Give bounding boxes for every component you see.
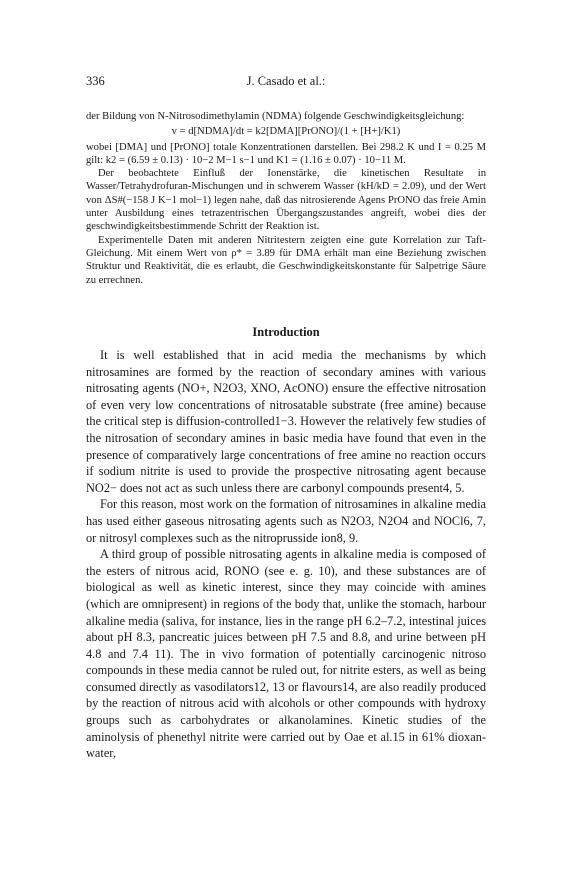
section-heading: Introduction (252, 325, 320, 339)
intro-paragraph-2: For this reason, most work on the formation of nitrosamines in alkaline media has used either gaseous nitrosating agents such as N2O3, N2O4 and NOCl6, 7, or nitrosyl complexes such as the nitroprusside ion8, 9. (86, 497, 486, 545)
german-abstract (86, 110, 486, 287)
running-head: J. Casado et al.: (246, 74, 326, 88)
abstract-paragraph-2: Der beobachtete Einfluß der Ionenstärke, die kinetischen Resultate in Wasser/Tetrahydrofuran-Mischungen und in schwerem Wasser (kH/kD = 2.09), und der Wert von ΔS#(−158 J K−1 mol−1) legen nahe, daß das nitrosierende Agens PrONO das freie Amin unter Ausbildung eines tetrazentrischen Übergangszustandes angreift, wobei dies der geschwindigkeitsbestimmende Schritt der Reaktion ist. (86, 168, 486, 233)
intro-paragraph-1: It is well established that in acid media the mechanisms by which nitrosamines are formed by the reaction of secondary amines with various nitrosating agents (NO+, N2O3, XNO, AcONO) ensure the effective nitrosation of even very low concentrations of nitrosatable substrate (free amine) because the critical step is diffusion-controlled1−3. However the relatively few studies of the nitrosation of secondary amines in basic media have found that even in the presence of comparatively large concentrations of free amine no reaction occurs if sodium nitrite is used to provide the prospective nitrosating agent because NO2− does not act as such unless there are carbonyl compounds present4, 5. (86, 348, 486, 495)
introduction-body (86, 347, 486, 762)
abstract-paragraph-1a: der Bildung von N-Nitrosodimethylamin (NDMA) folgende Geschwindigkeitsgleichung: (86, 111, 465, 122)
page-header (86, 74, 486, 90)
page-number: 336 (86, 74, 105, 88)
rate-equation: v = d[NDMA]/dt = k2[DMA][PrONO]/(1 + [H+]/K1) (171, 126, 401, 138)
abstract-paragraph-1b: wobei [DMA] und [PrONO] totale Konzentrationen darstellen. Bei 298.2 K und I = 0.25 M gilt: k2 = (6.59 ± 0.13) · 10−2 M−1 s−1 und K1 = (1.16 ± 0.07) · 10−11 M. (86, 141, 486, 166)
intro-paragraph-3: A third group of possible nitrosating agents in alkaline media is composed of the esters of nitrous acid, RONO (see e. g. 10), and these substances are of biological as well as kinetic interest, since they may coincide with amines (which are omnipresent) in regions of the body that, unlike the stomach, harbour alkaline media (saliva, for instance, lies in the range pH 6.2–7.2, intestinal juices about pH 8.3, pancreatic juices between pH 7.5 and 8.8, and urine between pH 4.8 and 7.4 11). The in vivo formation of potentially carcinogenic nitroso compounds in these media cannot be ruled out, for nitrite esters, as well as being consumed directly as vasodilators12, 13 or flavours14, are also readily produced by the reaction of nitrous acid with alcohols or other compounds with hydroxy groups such as carbohydrates or alkanolamines. Kinetic studies of the aminolysis of phenethyl nitrite were carried out by Oae et al.15 in 61% dioxan-water, (86, 547, 486, 761)
abstract-paragraph-3: Experimentelle Daten mit anderen Nitritestern zeigten eine gute Korrelation zur Taft-Gleichung. Mit einem Wert von ρ* = 3.89 für DMA erhält man eine Beziehung zwischen Struktur und Reaktivität, die es erlaubt, die Geschwindigkeitskonstante für Salpetrige Säure zu errechnen. (86, 234, 486, 286)
